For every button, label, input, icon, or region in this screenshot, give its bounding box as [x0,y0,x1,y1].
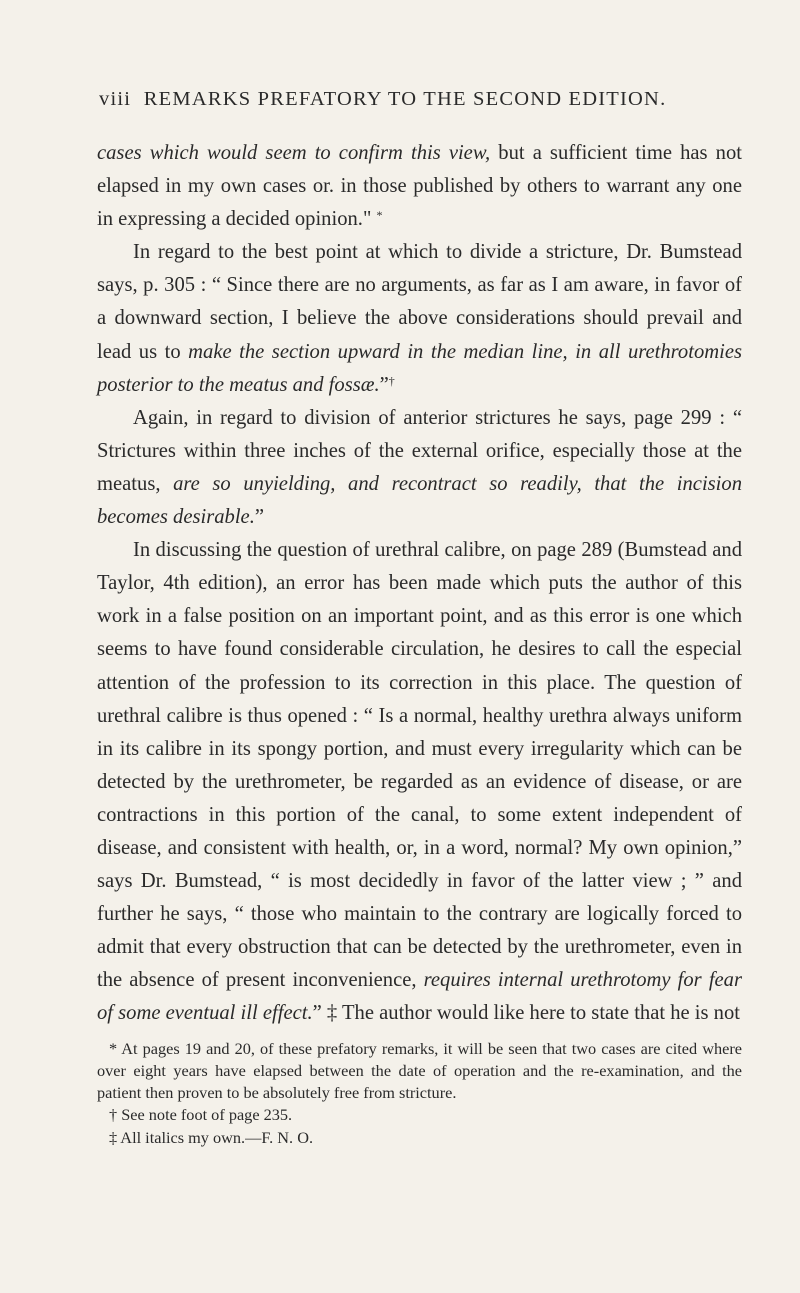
page-number: viii [99,88,132,110]
italic-phrase: are so unyielding, and recontract so readily, that the incision becomes desirable. [97,472,742,529]
running-title: REMARKS PREFATORY TO THE SECOND EDITION. [143,88,667,110]
running-head [99,88,742,111]
footnote-1: * At pages 19 and 20, of these prefatory remarks, it will be seen that two cases are cited where over eight years have elapsed between the date of operation and the re-examination, and the patient then proven to be absolutely free from stricture. [97,1038,742,1103]
paragraph-2 [97,236,742,401]
paragraph-text: In regard to the best point at which to divide a stricture, Dr. Bumstead says, p. 305 : “ Since there are no arguments, as far as I am aware, in favor of a downward section, I believe the above considerations should prevail and lead us to [97,241,742,363]
paragraph-text: ” [379,373,389,396]
footnote-marker: ‡ [326,1002,338,1025]
footnote-marker: † [388,373,395,388]
paragraph-text: Again, in regard to division of anterior strictures he says, page 299 : “ Strictures within three inches of the external orifice, especially those at the meatus, [97,406,742,495]
paragraph-1 [97,137,742,236]
paragraph-text: ” [254,506,264,529]
body-text [97,137,742,1031]
paragraph-text: ” [312,1002,327,1025]
footnotes [97,1038,742,1149]
italic-phrase: requires internal urethrotomy for fear of some eventual ill effect. [97,969,742,1025]
footnote-2: † See note foot of page 235. [109,1105,293,1125]
paragraph-text: The author would like here to state that he is not [337,1002,741,1025]
footnote-3: ‡ All italics my own.—F. N. O. [109,1127,314,1147]
paragraph-4 [97,534,742,1030]
italic-phrase: make the section upward in the median line, in all urethrotomies posterior to the meatus and fossæ. [97,340,742,396]
italic-phrase: cases which would seem to confirm this view, [97,142,491,164]
paragraph-text: but a sufficient time has not elapsed in my own cases or. in those published by others to warrant any one in expressing a decided opinion." [97,142,742,231]
paragraph-text: In discussing the question of urethral calibre, on page 289 (Bumstead and Taylor, 4th edition), an error has been made which puts the author of this work in a false position on an important point, and as this error is one which seems to have found considerable circulation, he desires to call the especial attention of the profession to its correction in this place. The question of urethral calibre is thus opened : “ Is a normal, healthy urethra always uniform in its calibre in its spongy portion, and must every irregularity which can be detected by the urethrometer, be regarded as an evidence of disease, or are contractions in this portion of the canal, to some extent independent of disease, and consistent with health, or, in a word, normal? My own opinion,” says Dr. Bumstead, “ is most decidedly in favor of the latter view ; ” and further he says, “ those who maintain to the contrary are logically forced to admit that every obstruction that can be detected by the urethrometer, even in the absence of present inconvenience, [97,539,742,992]
paragraph-3 [97,402,742,534]
footnote-marker: * [376,208,383,223]
